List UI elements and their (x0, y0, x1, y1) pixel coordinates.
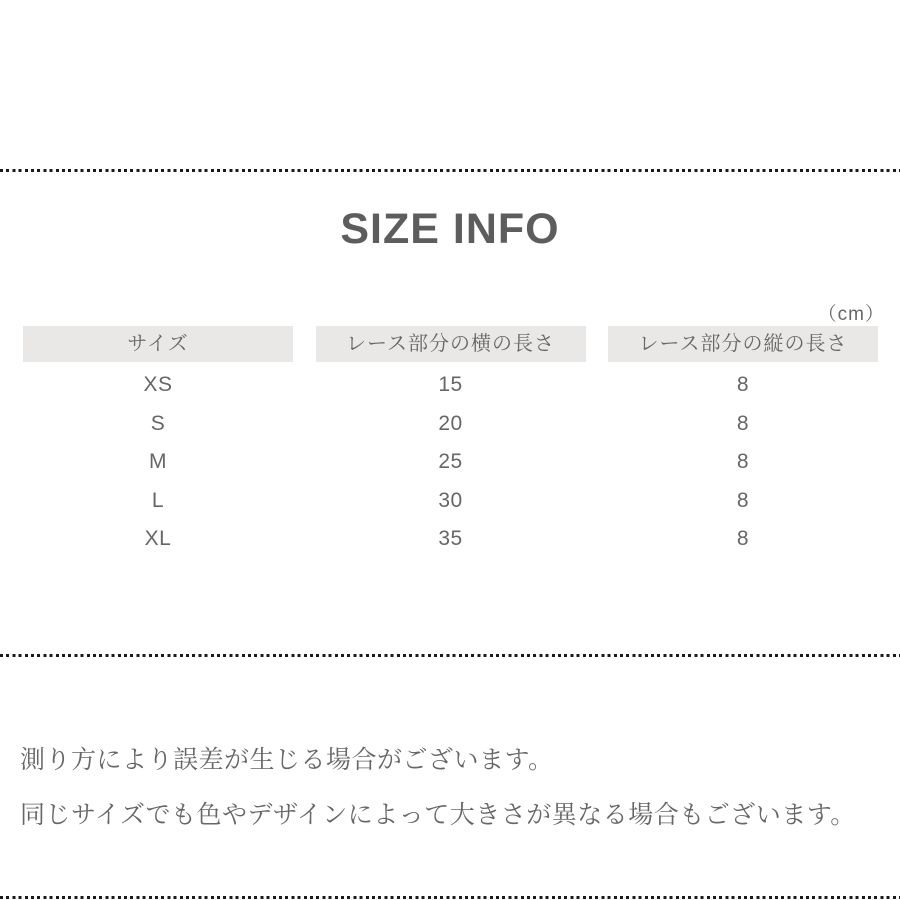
note-size-variation: 同じサイズでも色やデザインによって大きさが異なる場合もございます。 (20, 801, 856, 829)
lace-width-cell: 20 (438, 411, 463, 435)
lace-width-cell: 15 (438, 373, 463, 397)
lace-height-cell: 8 (736, 527, 750, 551)
lace-width-cell: 25 (438, 450, 463, 474)
note-measurement-error: 測り方により誤差が生じる場合がございます。 (20, 746, 554, 774)
column-header-size: サイズ (23, 326, 293, 362)
size-cell: S (150, 411, 166, 435)
divider-bottom (0, 896, 900, 899)
lace-height-cell: 8 (736, 373, 750, 397)
size-cell: L (151, 488, 165, 512)
table-row (23, 366, 878, 405)
page-title: SIZE INFO (340, 205, 560, 253)
size-cell: XL (144, 527, 172, 551)
divider-middle (0, 654, 900, 657)
lace-width-cell: 30 (438, 488, 463, 512)
unit-label: （cm） (817, 304, 885, 325)
column-header-lace-width: レース部分の横の長さ (316, 326, 586, 362)
size-table (23, 326, 878, 559)
table-row (23, 443, 878, 482)
table-body (23, 366, 878, 559)
lace-height-cell: 8 (736, 411, 750, 435)
column-header-lace-height: レース部分の縦の長さ (608, 326, 878, 362)
lace-width-cell: 35 (438, 527, 463, 551)
lace-height-cell: 8 (736, 450, 750, 474)
divider-top (0, 169, 900, 172)
table-header-row (23, 326, 878, 362)
table-row (23, 482, 878, 521)
table-row (23, 520, 878, 559)
size-cell: XS (143, 373, 173, 397)
table-row (23, 405, 878, 444)
size-cell: M (149, 450, 167, 474)
lace-height-cell: 8 (736, 488, 750, 512)
